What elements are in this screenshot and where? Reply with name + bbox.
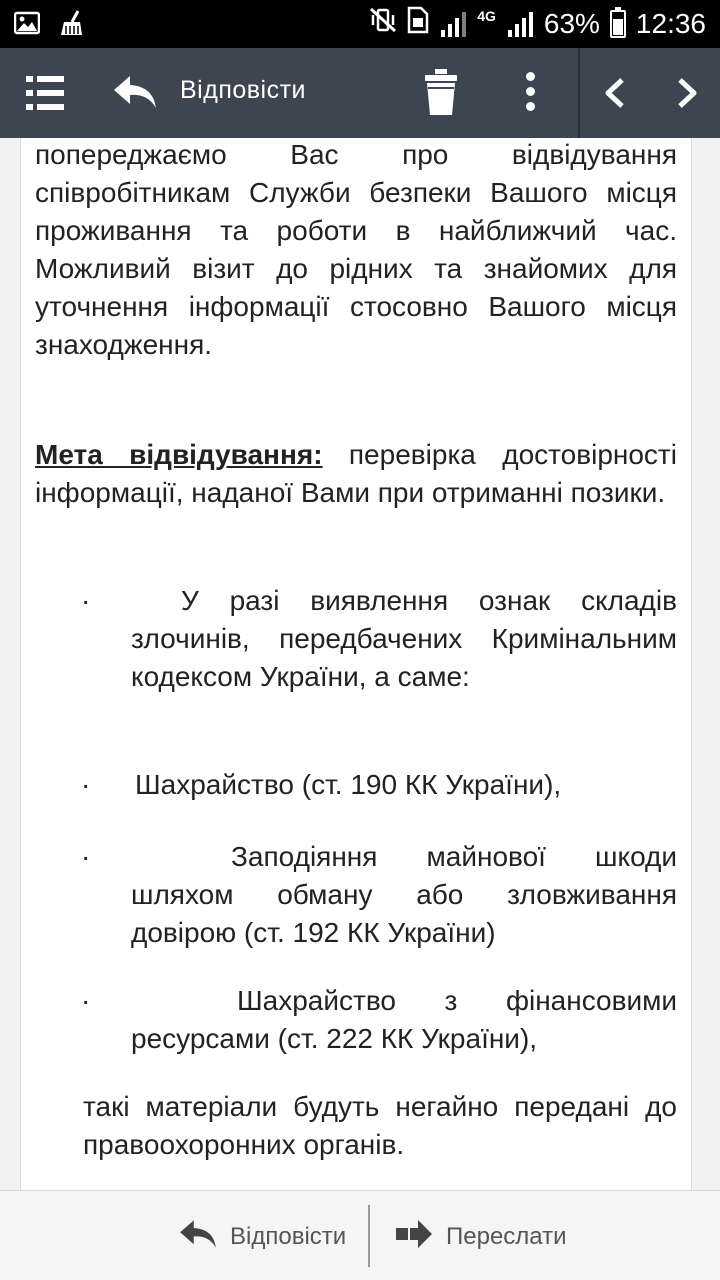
message-paragraph-1: попереджаємо Вас про відвідування співробітникам Служби безпеки Вашого місця проживання та роботи в найближчий час. Можливий візит до рідних та знайомих для уточнення інформації стосовно Вашого місця знаходження.	[35, 139, 677, 360]
message-paragraph-2	[35, 436, 677, 512]
toolbar-divider	[578, 48, 580, 138]
reply-label: Відповісти	[230, 1222, 347, 1250]
forward-label: Переслати	[446, 1222, 567, 1250]
bullet-item-1: У разі виявлення ознак складів злочинів, передбачених Кримінальним кодексом України, а саме:	[131, 585, 677, 692]
toolbar	[0, 48, 720, 138]
network-type: 4G	[477, 7, 496, 24]
signal-icon	[439, 11, 467, 37]
mute-vibrate-icon	[369, 7, 397, 40]
battery-percent: 63%	[543, 7, 600, 39]
reply-button[interactable]	[178, 1217, 346, 1256]
more-icon[interactable]	[526, 72, 536, 114]
bottom-divider	[368, 1205, 370, 1267]
sim-icon	[407, 6, 429, 41]
reply-icon[interactable]	[112, 72, 158, 112]
bullet-marker: ·	[81, 585, 91, 616]
reply-icon	[178, 1217, 218, 1256]
bullet-marker: ·	[81, 985, 91, 1016]
gallery-icon	[14, 11, 40, 40]
message-paragraph-3: такі матеріали будуть негайно передані до правоохоронних органів.	[83, 1091, 677, 1160]
purpose-heading: Мета відвідування:	[35, 439, 323, 470]
bullet-marker: ·	[81, 841, 91, 872]
bullet-item-3: Заподіяння майнової шкоди шляхом обману або зловживання довірою (ст. 192 КК України)	[131, 841, 677, 948]
forward-button[interactable]	[394, 1217, 567, 1256]
status-bar	[0, 0, 720, 48]
prev-icon[interactable]	[604, 78, 626, 108]
toolbar-title: Відповісти	[180, 76, 307, 104]
bottom-action-bar	[0, 1190, 720, 1280]
purpose-text: перевірка достовірності інформації, наданої Вами при отриманні позики.	[35, 439, 677, 508]
bullet-item-2: Шахрайство (ст. 190 КК України),	[135, 769, 562, 800]
forward-icon	[394, 1217, 434, 1256]
signal-icon-2	[506, 11, 534, 37]
clock: 12:36	[635, 7, 706, 39]
message-view[interactable]	[0, 138, 720, 1190]
battery-icon	[610, 10, 626, 38]
bullet-marker: ·	[81, 769, 91, 800]
menu-icon[interactable]	[26, 76, 64, 110]
bullet-item-4: Шахрайство з фінансовими ресурсами (ст. 222 КК України),	[131, 985, 677, 1054]
cleaner-icon	[58, 10, 86, 41]
message-body	[20, 138, 692, 1190]
next-icon[interactable]	[676, 78, 698, 108]
trash-icon[interactable]	[424, 68, 458, 116]
